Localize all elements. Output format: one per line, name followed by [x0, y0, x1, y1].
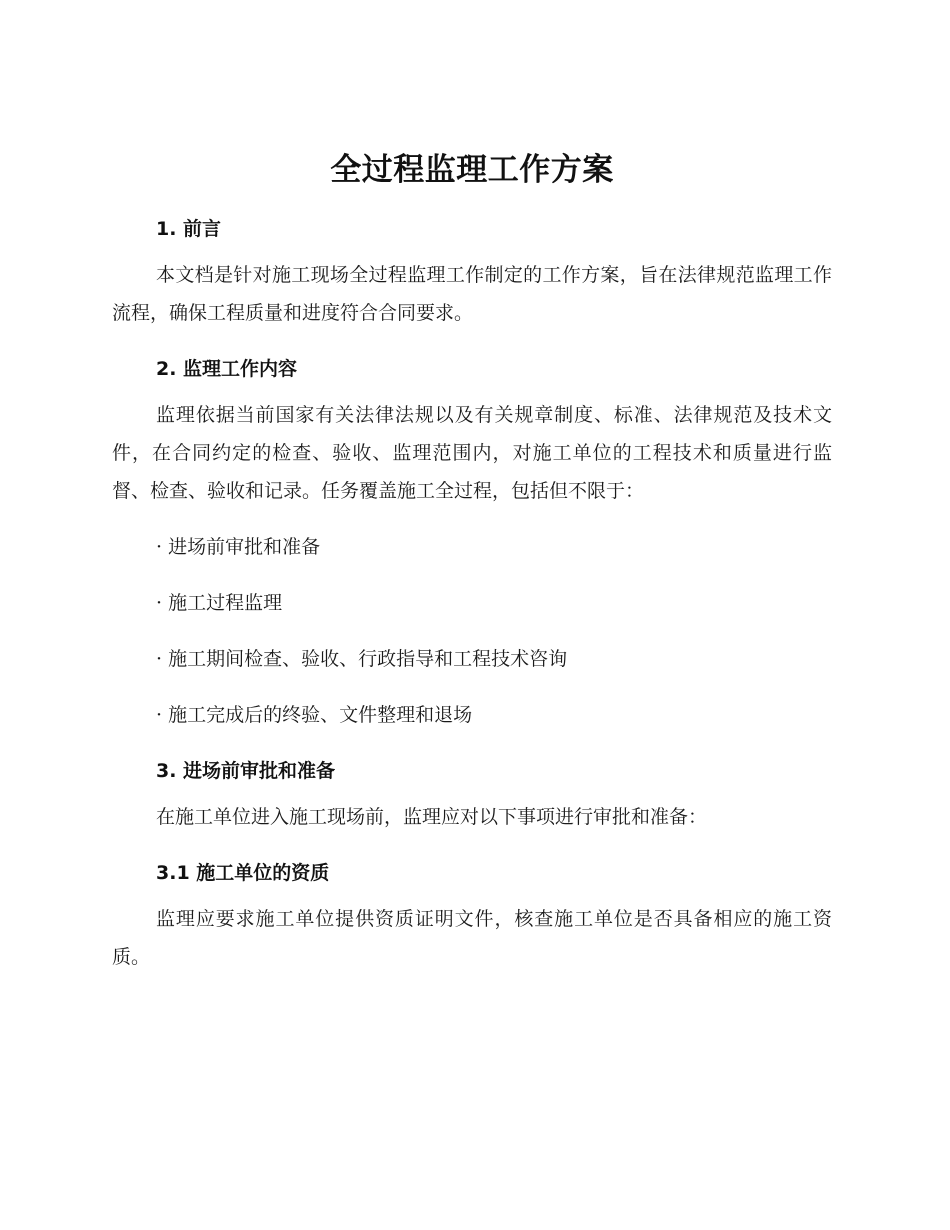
section-heading-contractor-qualification: 3.1 施工单位的资质: [156, 862, 330, 884]
section-heading-preface: 1. 前言: [156, 218, 222, 240]
document-page: [112, 148, 832, 976]
list-item: · 进场前审批和准备: [156, 536, 321, 558]
paragraph-supervision-content: 监理依据当前国家有关法律法规以及有关规章制度、标准、法律规范及技术文件，在合同约定的检查、验收、监理范围内，对施工单位的工程技术和质量进行监督、检查、验收和记录。任务覆盖施工全过程，包括但不限于：: [112, 404, 832, 502]
document-title: 全过程监理工作方案: [330, 152, 614, 188]
list-item: · 施工期间检查、验收、行政指导和工程技术咨询: [156, 648, 568, 670]
paragraph-contractor-qualification: 监理应要求施工单位提供资质证明文件，核查施工单位是否具备相应的施工资质。: [112, 908, 832, 968]
list-item: · 施工过程监理: [156, 592, 283, 614]
section-heading-supervision-content: 2. 监理工作内容: [156, 358, 298, 380]
paragraph-preface: 本文档是针对施工现场全过程监理工作制定的工作方案，旨在法律规范监理工作流程，确保工程质量和进度符合合同要求。: [112, 264, 832, 324]
list-item: · 施工完成后的终验、文件整理和退场: [156, 704, 473, 726]
section-heading-pre-entry: 3. 进场前审批和准备: [156, 760, 336, 782]
paragraph-pre-entry: 在施工单位进入施工现场前，监理应对以下事项进行审批和准备：: [156, 806, 708, 828]
